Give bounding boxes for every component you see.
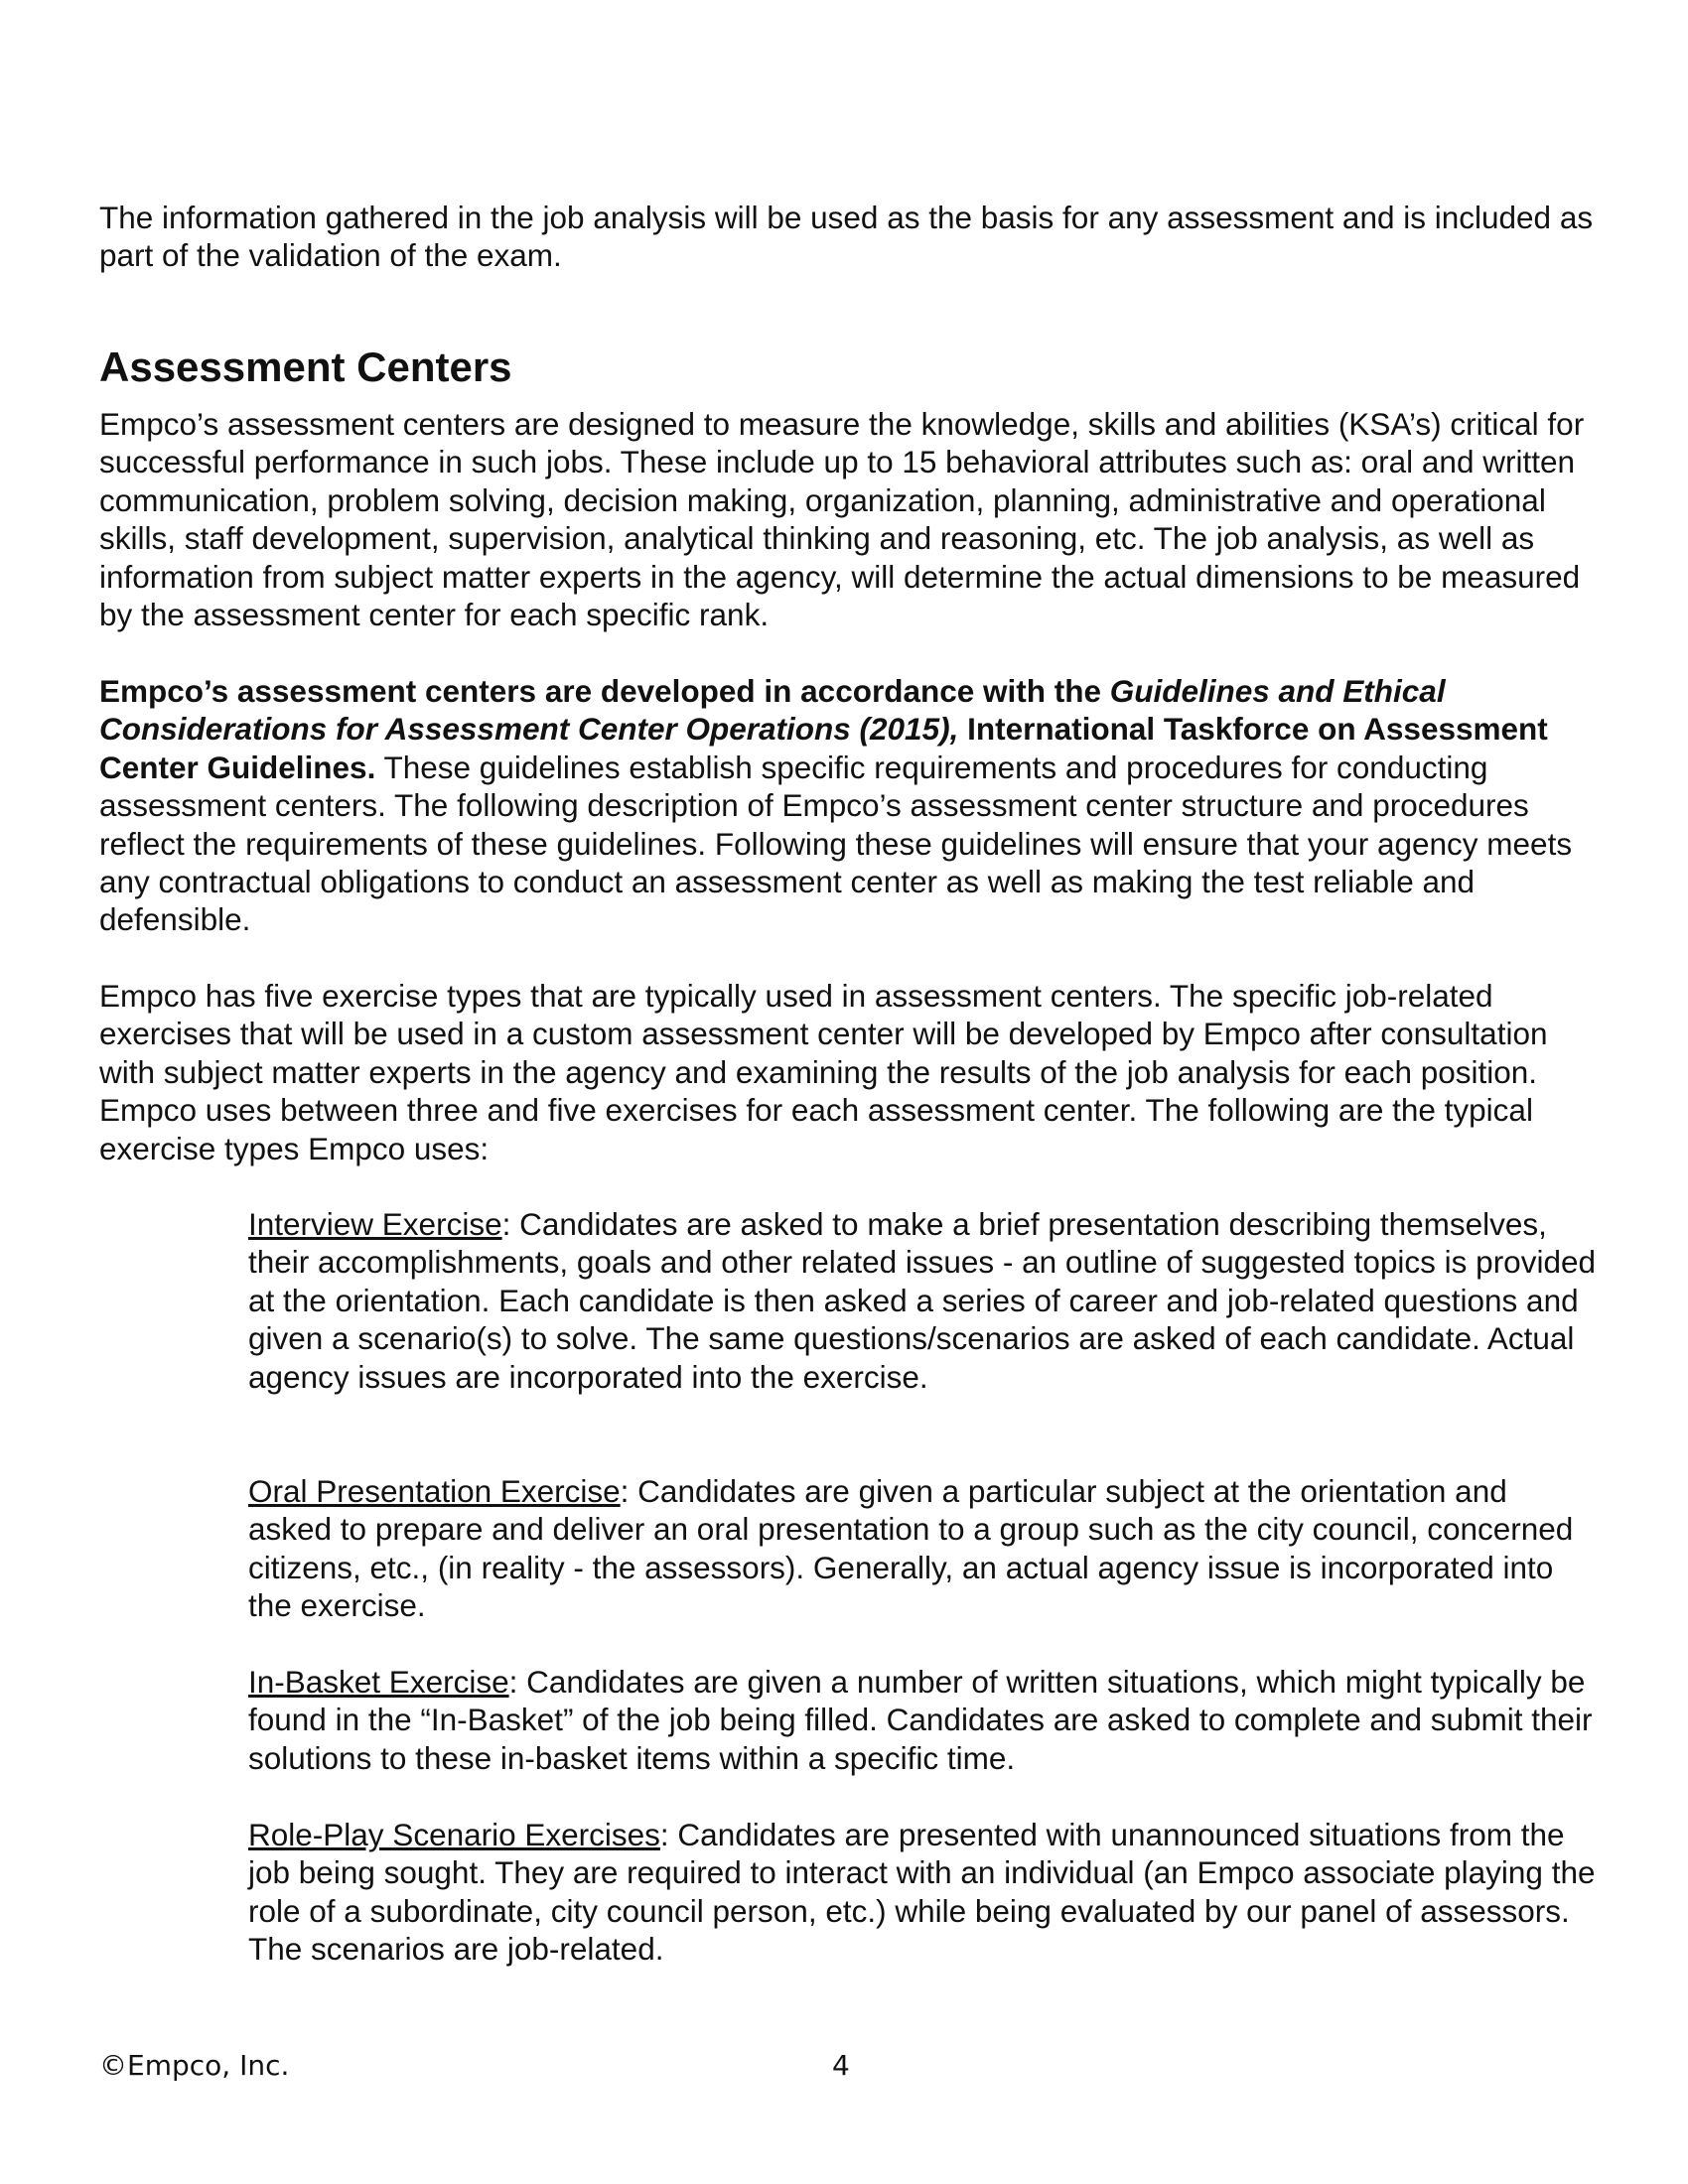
exercise-description: : Candidates are given a particular subject at the orientation and asked to prepare and deliver an oral presentation to a group such as the city council, concerned citizens, etc., (in reality - the assessors). Generally, an actual agency issue is incorporated into the exercise. xyxy=(248,1473,1574,1624)
assessment-centers-paragraph: Empco’s assessment centers are designed to measure the knowledge, skills and abilities (KSA’s) critical for successful performance in such jobs. These include up to 15 behavioral attributes such as: oral and written communication, problem solving, decision making, organization, planning, administrative and operational skills, staff development, supervision, analytical thinking and reasoning, etc. The job analysis, as well as information from subject matter experts in the agency, will determine the actual dimensions to be measured by the assessment center for each specific rank. xyxy=(99,406,1585,633)
page-number: 4 xyxy=(832,2049,850,2082)
exercise-item xyxy=(248,1816,1599,1969)
guidelines-organization: International Taskforce on Assessment Center Guidelines. xyxy=(99,711,1548,785)
section-heading: Assessment Centers xyxy=(99,343,512,390)
guidelines-bold-lead: Empco’s assessment centers are developed in accordance with the xyxy=(99,673,1110,709)
exercise-description: : Candidates are given a number of written situations, which might typically be found in the “In-Basket” of the job being filled. Candidates are asked to complete and submit their solutions to these in-basket items within a specific time. xyxy=(248,1664,1593,1776)
exercise-title: Role-Play Scenario Exercises xyxy=(248,1817,660,1852)
guidelines-text: These guidelines establish specific requirements and procedures for conducting assessment centers. The following description of Empco’s assessment center structure and procedures reflect the requirements of these guidelines. Following these guidelines will ensure that your agency meets any contractual obligations to conduct an assessment center as well as making the test reliable and defensible. xyxy=(99,749,1573,938)
exercise-types-paragraph: Empco has five exercise types that are typically used in assessment centers. The specific job-related exercises that will be used in a custom assessment center will be developed by Empco after consultation with subject matter experts in the agency and examining the results of the job analysis for each position. Empco uses between three and five exercises for each assessment center. The following are the typical exercise types Empco uses: xyxy=(99,978,1548,1166)
exercise-item xyxy=(248,1472,1599,1625)
exercise-title: Oral Presentation Exercise xyxy=(248,1473,621,1509)
intro-paragraph: The information gathered in the job analysis will be used as the basis for any assessment and is included as part of the validation of the exam. xyxy=(99,200,1594,274)
exercise-description: : Candidates are asked to make a brief presentation describing themselves, their accomplishments, goals and other related issues - an outline of suggested topics is provided at the orientation. Each candidate is then asked a series of career and job-related questions and given a scenario(s) to solve. The same questions/scenarios are asked of each candidate. Actual agency issues are incorporated into the exercise. xyxy=(248,1206,1597,1395)
exercise-description: : Candidates are presented with unannounced situations from the job being sought. They are required to interact with an individual (an Empco associate playing the role of a subordinate, city council person, etc.) while being evaluated by our panel of assessors. The scenarios are job-related. xyxy=(248,1817,1596,1968)
guidelines-paragraph xyxy=(99,672,1599,939)
guidelines-title: Guidelines and Ethical Considerations for Assessment Center Operations (2015), xyxy=(99,673,1446,748)
footer-copyright: ©Empco, Inc. xyxy=(99,2049,290,2082)
exercise-item xyxy=(248,1205,1599,1396)
exercise-title: In-Basket Exercise xyxy=(248,1664,509,1700)
exercise-title: Interview Exercise xyxy=(248,1206,502,1242)
exercise-item xyxy=(248,1663,1599,1777)
